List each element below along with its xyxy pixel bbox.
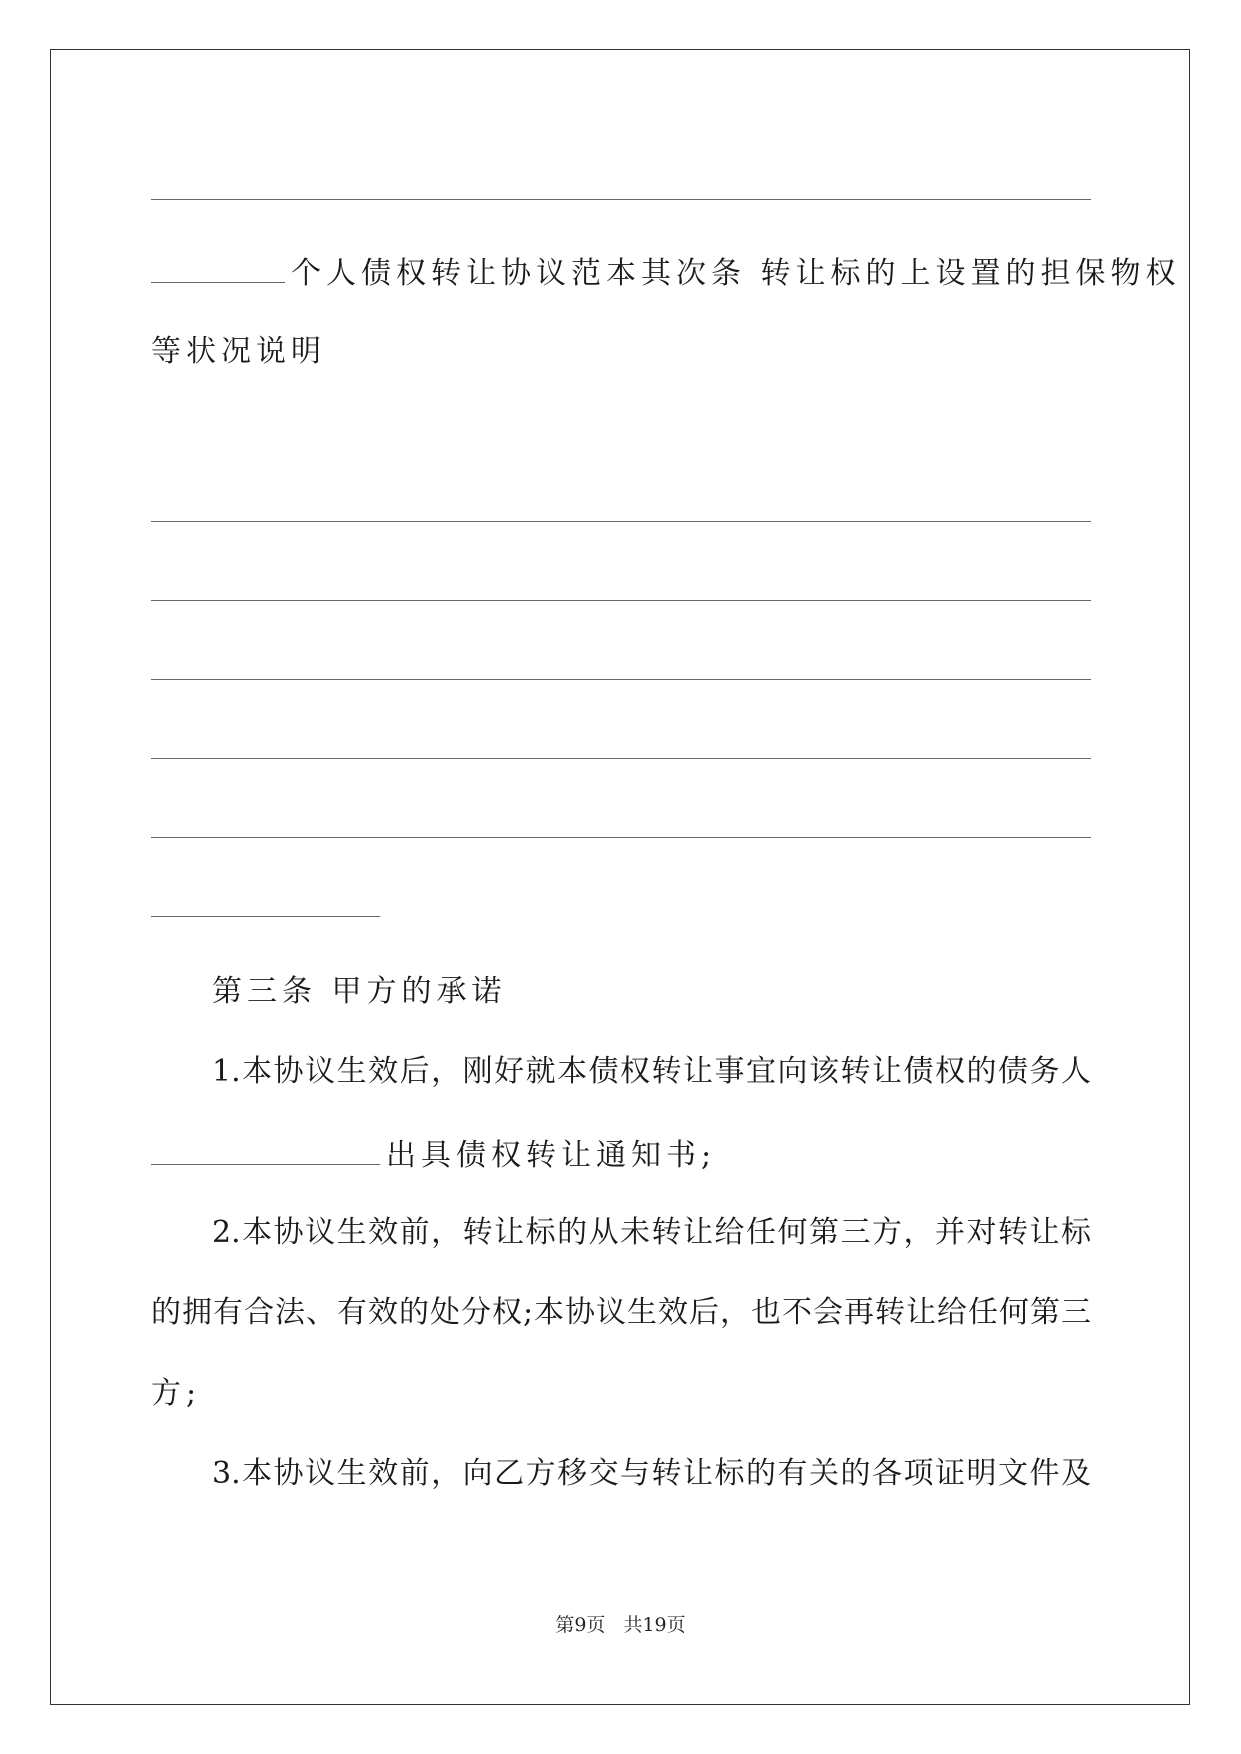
item1-text-line2: 出具债权转让通知书; xyxy=(386,1138,717,1173)
blank-line xyxy=(151,521,1091,522)
clause3-item2-line1 xyxy=(212,1215,1091,1251)
page-footer xyxy=(0,1610,1241,1637)
blank-line xyxy=(151,199,1091,200)
blank-field xyxy=(151,1134,380,1165)
clause3-item1-line1 xyxy=(212,1054,1091,1090)
blank-field xyxy=(151,252,285,283)
blank-line xyxy=(151,758,1091,759)
blank-line xyxy=(151,837,1091,838)
clause2-line2: 等状况说明 xyxy=(151,334,326,369)
clause3-item3-line1 xyxy=(212,1456,1091,1492)
clause2-line1 xyxy=(151,252,1181,292)
item1-text-line1: 1.本协议生效后，刚好就本债权转让事宜向该转让债权的债务人 xyxy=(212,1054,1091,1089)
blank-line xyxy=(151,679,1091,680)
clause2-text-line1: 个人债权转让协议范本其次条 转让标的上设置的担保物权 xyxy=(291,256,1181,291)
blank-line-short xyxy=(151,916,380,917)
blank-line xyxy=(151,600,1091,601)
clause3-item2-line2 xyxy=(151,1295,1091,1331)
item2-text-line1: 2.本协议生效前，转让标的从未转让给任何第三方，并对转让标 xyxy=(212,1215,1091,1250)
item3-text-line1: 3.本协议生效前，向乙方移交与转让标的有关的各项证明文件及 xyxy=(212,1456,1091,1491)
item2-text-line2: 的拥有合法、有效的处分权;本协议生效后，也不会再转让给任何第三 xyxy=(151,1295,1091,1330)
clause3-item1-line2 xyxy=(151,1134,716,1174)
page-number: 第9页 xyxy=(555,1614,606,1636)
page-total: 共19页 xyxy=(623,1614,686,1636)
clause3-item2-line3: 方; xyxy=(151,1376,202,1411)
clause3-heading: 第三条 甲方的承诺 xyxy=(212,974,507,1009)
